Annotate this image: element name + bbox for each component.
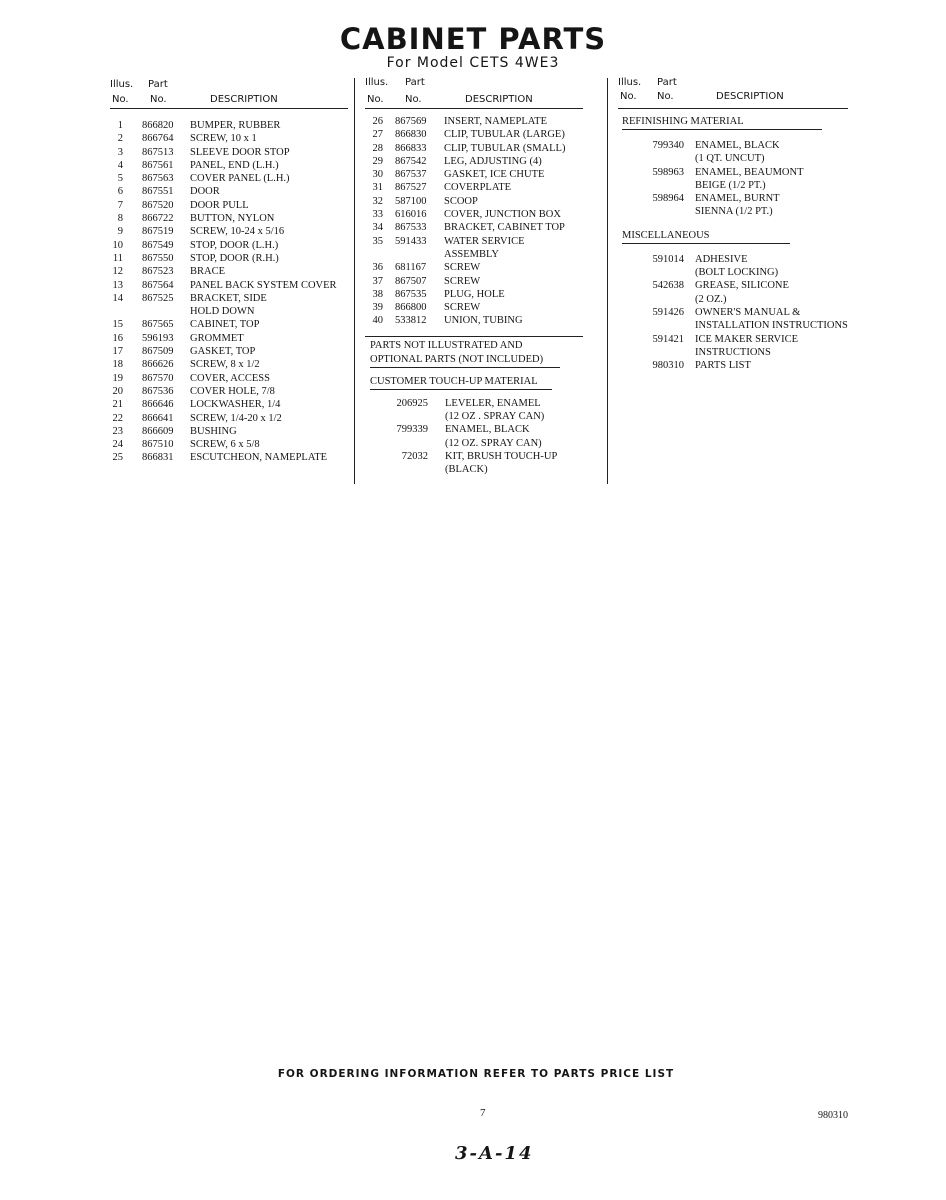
list-item (110, 451, 348, 464)
list-item (618, 166, 850, 179)
divider (365, 336, 583, 337)
header-description: DESCRIPTION (210, 94, 278, 105)
part-description: PLUG, HOLE (444, 288, 505, 300)
not-illustrated-line-1: PARTS NOT ILLUSTRATED AND (370, 339, 523, 351)
part-number: 866800 (395, 302, 427, 314)
part-number: 867549 (142, 239, 174, 251)
header-illus: Illus. (618, 77, 642, 88)
list-item (618, 279, 850, 292)
list-item (618, 333, 850, 346)
part-number: 799340 (652, 140, 684, 151)
list-item (110, 252, 348, 265)
parts-list (110, 119, 348, 465)
part-description: SLEEVE DOOR STOP (190, 146, 290, 158)
part-description: INSTALLATION INSTRUCTIONS (695, 320, 848, 332)
illus-number: 24 (112, 439, 123, 451)
part-description: SCREW, 8 x 1/2 (190, 359, 260, 371)
part-number: 616016 (395, 209, 427, 221)
part-description: STOP, DOOR (L.H.) (190, 239, 279, 251)
part-number: 596193 (142, 332, 174, 344)
ordering-info-footer: FOR ORDERING INFORMATION REFER TO PARTS PRICE LIST (277, 1068, 675, 1080)
part-number: 867527 (395, 182, 427, 194)
illus-number: 31 (372, 182, 383, 194)
illus-number: 15 (112, 319, 123, 331)
list-item (618, 192, 850, 205)
part-description: SCREW (444, 275, 481, 287)
illus-number: 11 (112, 252, 123, 264)
parts-column-1 (110, 78, 348, 465)
parts-list (365, 115, 583, 328)
part-number: 866831 (142, 452, 174, 464)
illus-number: 32 (372, 195, 383, 207)
list-item (110, 358, 348, 371)
part-description: CLIP, TUBULAR (LARGE) (444, 129, 565, 141)
list-item (110, 412, 348, 425)
part-description: (12 OZ. SPRAY CAN) (445, 437, 542, 449)
column-header (365, 78, 583, 109)
part-description: ENAMEL, BLACK (445, 424, 530, 436)
list-item (110, 146, 348, 159)
part-description: BEIGE (1/2 PT.) (695, 179, 766, 191)
part-number: 591421 (652, 333, 684, 345)
list-item (618, 205, 850, 218)
refinishing-heading: REFINISHING MATERIAL (622, 115, 854, 129)
list-item (365, 208, 583, 221)
model-subtitle: For Model CETS 4WE3 (386, 55, 560, 71)
header-part: Part (405, 77, 425, 88)
part-number: 681167 (395, 262, 427, 274)
part-number: 867561 (142, 159, 174, 171)
part-number: 598964 (652, 193, 684, 205)
part-number: 866641 (142, 412, 174, 424)
part-number: 867509 (142, 346, 174, 358)
list-item (110, 318, 348, 331)
list-item (110, 305, 348, 318)
list-item (110, 345, 348, 358)
part-description: LEG, ADJUSTING (4) (444, 155, 542, 167)
illus-number: 33 (372, 209, 383, 221)
header-no: No. (150, 94, 167, 105)
list-item (618, 152, 850, 165)
part-description: GASKET, TOP (190, 346, 256, 358)
part-description: PANEL, END (L.H.) (190, 159, 279, 171)
part-number: 866626 (142, 359, 174, 371)
list-item (618, 179, 850, 192)
part-description: BRACKET, SIDE (190, 292, 267, 304)
part-description: SCREW, 6 x 5/8 (190, 439, 260, 451)
part-description: GASKET, ICE CHUTE (444, 169, 545, 181)
part-number: 598963 (652, 166, 684, 178)
part-description: (BOLT LOCKING) (695, 267, 779, 279)
list-item (365, 181, 583, 194)
part-number: 799339 (396, 424, 428, 436)
part-description: SCREW, 10 x 1 (190, 133, 257, 145)
handwritten-note: 3-A-14 (455, 1143, 534, 1164)
part-description: WATER SERVICE (444, 235, 525, 247)
illus-number: 5 (117, 173, 123, 185)
illus-number: 16 (112, 332, 123, 344)
part-number: 867551 (142, 186, 174, 198)
list-item (365, 275, 583, 288)
part-description: ENAMEL, BURNT (695, 193, 780, 205)
part-description: ESCUTCHEON, NAMEPLATE (190, 452, 328, 464)
list-item (618, 359, 850, 372)
list-item (110, 159, 348, 172)
header-illus: Illus. (110, 79, 134, 90)
list-item (365, 410, 583, 423)
list-item (365, 397, 583, 410)
part-number: 867564 (142, 279, 174, 291)
page-title: CABINET PARTS (339, 22, 607, 56)
list-item (365, 423, 583, 436)
list-item (365, 128, 583, 141)
column-divider (354, 78, 355, 484)
part-description: GREASE, SILICONE (695, 280, 789, 292)
list-item (365, 314, 583, 327)
misc-heading: MISCELLANEOUS (622, 229, 854, 243)
part-description: ENAMEL, BLACK (695, 140, 780, 151)
header-no: No. (112, 94, 129, 105)
part-description: COVER PANEL (L.H.) (190, 173, 290, 185)
illus-number: 39 (372, 302, 383, 314)
part-number: 867563 (142, 173, 174, 185)
document-number: 980310 (818, 1110, 848, 1121)
part-description: INSTRUCTIONS (695, 346, 771, 358)
part-description: GROMMET (190, 332, 244, 344)
illus-number: 9 (117, 226, 123, 238)
illus-number: 3 (117, 146, 123, 158)
list-item (110, 212, 348, 225)
part-description: KIT, BRUSH TOUCH-UP (445, 450, 558, 462)
parts-column-3 (618, 78, 850, 372)
header-part: Part (148, 79, 168, 90)
illus-number: 38 (372, 288, 383, 300)
list-item (365, 261, 583, 274)
illus-number: 30 (372, 169, 383, 181)
part-number: 867569 (395, 116, 427, 127)
header-illus: Illus. (365, 77, 389, 88)
part-number: 591426 (652, 306, 684, 318)
part-description: (2 OZ.) (695, 293, 727, 305)
illus-number: 20 (112, 385, 123, 397)
part-number: 591014 (652, 253, 684, 265)
list-item (110, 239, 348, 252)
list-item (618, 293, 850, 306)
illus-number: 8 (117, 213, 123, 225)
touchup-heading: CUSTOMER TOUCH-UP MATERIAL (370, 375, 588, 389)
part-description: COVER, JUNCTION BOX (444, 209, 561, 221)
part-description: CABINET, TOP (190, 319, 260, 331)
not-illustrated-line-2: OPTIONAL PARTS (NOT INCLUDED) (370, 353, 588, 367)
header-no: No. (657, 91, 674, 102)
list-item (365, 142, 583, 155)
refinishing-list (618, 139, 850, 219)
list-item (110, 199, 348, 212)
part-description: (12 OZ . SPRAY CAN) (445, 411, 545, 423)
column-header (618, 78, 848, 109)
part-description: COVER HOLE, 7/8 (190, 385, 275, 397)
list-item (365, 288, 583, 301)
illus-number: 29 (372, 155, 383, 167)
part-description: SCREW (444, 302, 481, 314)
list-item (365, 450, 583, 463)
part-description: SCREW (444, 262, 481, 274)
list-item (110, 185, 348, 198)
list-item (618, 306, 850, 319)
part-description: BRACKET, CABINET TOP (444, 222, 565, 234)
part-description: COVER, ACCESS (190, 372, 270, 384)
header-no: No. (620, 91, 637, 102)
list-item (110, 292, 348, 305)
header-no: No. (405, 94, 422, 105)
part-description: CLIP, TUBULAR (SMALL) (444, 142, 566, 154)
illus-number: 4 (117, 159, 123, 171)
illus-number: 17 (112, 346, 123, 358)
part-number: 867570 (142, 372, 174, 384)
illus-number: 22 (112, 412, 123, 424)
part-description: LEVELER, ENAMEL (445, 397, 541, 409)
illus-number: 7 (117, 199, 123, 211)
part-description: BUMPER, RUBBER (190, 120, 281, 131)
part-description: (1 QT. UNCUT) (695, 153, 765, 165)
part-number: 867507 (395, 275, 427, 287)
illus-number: 23 (112, 425, 123, 437)
list-item (365, 155, 583, 168)
part-description: BUSHING (190, 425, 237, 437)
illus-number: 27 (372, 129, 383, 141)
part-number: 866830 (395, 129, 427, 141)
part-description: BRACE (190, 266, 226, 278)
illus-number: 26 (372, 116, 383, 127)
part-number: 867536 (142, 385, 174, 397)
part-number: 866764 (142, 133, 174, 145)
part-number: 867550 (142, 252, 174, 264)
part-description: SCREW, 10-24 x 5/16 (190, 226, 285, 238)
illus-number: 40 (372, 315, 383, 327)
illus-number: 12 (112, 266, 123, 278)
part-description: STOP, DOOR (R.H.) (190, 252, 279, 264)
part-description: INSERT, NAMEPLATE (444, 116, 548, 127)
part-description: DOOR (190, 186, 220, 198)
list-item (110, 425, 348, 438)
illus-number: 19 (112, 372, 123, 384)
part-description: COVERPLATE (444, 182, 512, 194)
part-number: 980310 (652, 360, 684, 372)
part-number: 206925 (396, 397, 428, 409)
part-number: 867523 (142, 266, 174, 278)
illus-number: 37 (372, 275, 383, 287)
part-description: DOOR PULL (190, 199, 249, 211)
list-item (110, 225, 348, 238)
illus-number: 10 (112, 239, 123, 251)
list-item (110, 132, 348, 145)
list-item (110, 119, 348, 132)
list-item (365, 195, 583, 208)
list-item (618, 266, 850, 279)
part-description: SCOOP (444, 195, 478, 207)
list-item (618, 139, 850, 152)
part-description: PANEL BACK SYSTEM COVER (190, 279, 337, 291)
page-number: 7 (480, 1107, 486, 1119)
part-description: SIENNA (1/2 PT.) (695, 206, 773, 218)
list-item (365, 301, 583, 314)
list-item (365, 437, 583, 450)
column-divider (607, 78, 608, 484)
part-description: SCREW, 1/4-20 x 1/2 (190, 412, 282, 424)
part-number: 542638 (652, 280, 684, 292)
list-item (110, 265, 348, 278)
part-number: 866722 (142, 213, 174, 225)
illus-number: 14 (112, 292, 123, 304)
part-number: 867533 (395, 222, 427, 234)
part-description: ICE MAKER SERVICE (695, 333, 798, 345)
part-number: 867535 (395, 288, 427, 300)
part-description: HOLD DOWN (190, 306, 255, 318)
list-item (110, 172, 348, 185)
part-number: 867542 (395, 155, 427, 167)
header-description: DESCRIPTION (465, 94, 533, 105)
parts-column-2 (365, 78, 583, 477)
part-description: (BLACK) (445, 464, 488, 476)
part-number: 867537 (395, 169, 427, 181)
illus-number: 18 (112, 359, 123, 371)
part-number: 72032 (401, 450, 428, 462)
part-number: 866646 (142, 399, 174, 411)
list-item (365, 235, 583, 248)
part-number: 866820 (142, 120, 174, 131)
column-header (110, 78, 348, 109)
part-description: ENAMEL, BEAUMONT (695, 166, 804, 178)
list-item (618, 346, 850, 359)
list-item (618, 253, 850, 266)
list-item (110, 398, 348, 411)
illus-number: 34 (372, 222, 383, 234)
part-description: UNION, TUBING (444, 315, 523, 327)
part-number: 867520 (142, 199, 174, 211)
part-number: 867519 (142, 226, 174, 238)
illus-number: 28 (372, 142, 383, 154)
misc-list (618, 253, 850, 373)
part-description: PARTS LIST (695, 360, 751, 372)
illus-number: 21 (112, 399, 123, 411)
list-item (365, 115, 583, 128)
header-part: Part (657, 77, 677, 88)
list-item (110, 332, 348, 345)
part-number: 867565 (142, 319, 174, 331)
list-item (365, 221, 583, 234)
touchup-list (365, 397, 583, 477)
part-number: 533812 (395, 315, 427, 327)
illus-number: 35 (372, 235, 383, 247)
list-item (365, 168, 583, 181)
illus-number: 6 (117, 186, 123, 198)
illus-number: 36 (372, 262, 383, 274)
part-description: LOCKWASHER, 1/4 (190, 399, 281, 411)
header-description: DESCRIPTION (716, 91, 784, 102)
part-description: BUTTON, NYLON (190, 213, 275, 225)
list-item (365, 248, 583, 261)
part-description: ASSEMBLY (444, 248, 499, 260)
part-number: 867525 (142, 292, 174, 304)
part-number: 866609 (142, 425, 174, 437)
list-item (110, 279, 348, 292)
part-number: 867510 (142, 439, 174, 451)
illus-number: 2 (117, 133, 123, 145)
part-number: 587100 (395, 195, 427, 207)
list-item (110, 438, 348, 451)
part-number: 867513 (142, 146, 174, 158)
part-number: 591433 (395, 235, 427, 247)
list-item (618, 319, 850, 332)
list-item (110, 385, 348, 398)
header-no: No. (367, 94, 384, 105)
illus-number: 1 (117, 120, 123, 131)
illus-number: 13 (112, 279, 123, 291)
part-description: ADHESIVE (695, 253, 748, 265)
illus-number: 25 (112, 452, 123, 464)
part-description: OWNER'S MANUAL & (695, 306, 801, 318)
part-number: 866833 (395, 142, 427, 154)
list-item (365, 463, 583, 476)
list-item (110, 372, 348, 385)
